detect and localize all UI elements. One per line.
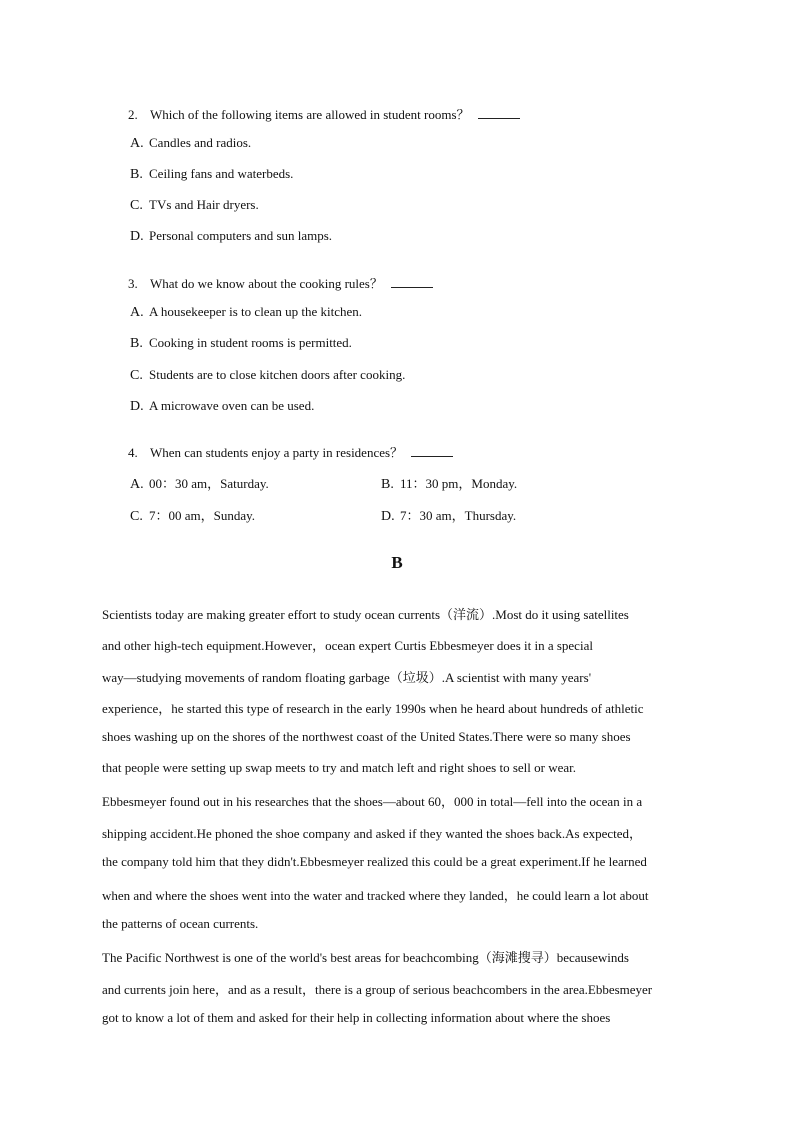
question-2-option-a: A. Candles and radios. bbox=[130, 135, 252, 151]
passage-line: way—studying movements of random floating garbage（垃圾）.A scientist with many years' bbox=[102, 670, 592, 685]
question-text: Which of the following items are allowed in student rooms？ bbox=[150, 107, 470, 122]
question-4-stem bbox=[128, 442, 453, 461]
question-number: 2. bbox=[128, 107, 138, 122]
question-2-option-c: C. TVs and Hair dryers. bbox=[130, 197, 259, 213]
question-2-option-d: D. Personal computers and sun lamps. bbox=[130, 228, 333, 244]
section-heading: B bbox=[391, 553, 403, 572]
passage-line: experience，he started this type of research in the early 1990s when he heard about hundreds of athletic bbox=[102, 701, 644, 716]
passage-line: the company told him that they didn't.Ebbesmeyer realized this could be a great experiment.If he learned bbox=[102, 854, 647, 869]
question-text: When can students enjoy a party in residences？ bbox=[150, 445, 404, 460]
passage-line: shoes washing up on the shores of the northwest coast of the United States.There were so many shoes bbox=[102, 729, 631, 744]
question-3-stem bbox=[128, 273, 433, 292]
answer-blank bbox=[411, 444, 453, 457]
answer-blank bbox=[391, 275, 433, 288]
passage-line: the patterns of ocean currents. bbox=[102, 916, 259, 931]
passage-line: shipping accident.He phoned the shoe company and asked if they wanted the shoes back.As expected， bbox=[102, 826, 643, 841]
question-3-option-a: A. A housekeeper is to clean up the kitchen. bbox=[130, 304, 362, 320]
question-3-option-c: C. Students are to close kitchen doors after cooking. bbox=[130, 367, 406, 383]
passage-line: The Pacific Northwest is one of the world's best areas for beachcombing（海滩搜寻）becausewinds bbox=[102, 950, 629, 965]
question-number: 3. bbox=[128, 276, 138, 291]
question-3-option-b: B. Cooking in student rooms is permitted. bbox=[130, 335, 352, 351]
question-3-option-d: D. A microwave oven can be used. bbox=[130, 398, 315, 414]
passage-line: Ebbesmeyer found out in his researches that the shoes—about 60，000 in total—fell into the ocean in a bbox=[102, 794, 643, 809]
question-4-option-b: B. 11：30 pm，Monday. bbox=[381, 476, 518, 492]
question-text: What do we know about the cooking rules？ bbox=[150, 276, 383, 291]
passage-line: when and where the shoes went into the water and tracked where they landed，he could learn a lot about bbox=[102, 888, 649, 903]
question-4-option-c: C. 7：00 am，Sunday. bbox=[130, 508, 256, 524]
question-2-stem bbox=[128, 104, 520, 123]
question-4-option-a: A. 00：30 am，Saturday. bbox=[130, 476, 269, 492]
question-2-option-b: B. Ceiling fans and waterbeds. bbox=[130, 166, 294, 182]
passage-line: got to know a lot of them and asked for their help in collecting information about where the shoes bbox=[102, 1010, 611, 1025]
passage-line: Scientists today are making greater effort to study ocean currents（洋流）.Most do it using satellites bbox=[102, 607, 629, 622]
question-4-option-d: D. 7：30 am，Thursday. bbox=[381, 508, 517, 524]
answer-blank bbox=[478, 106, 520, 119]
passage-line: that people were setting up swap meets to try and match left and right shoes to sell or wear. bbox=[102, 760, 577, 775]
passage-line: and other high-tech equipment.However，ocean expert Curtis Ebbesmeyer does it in a special bbox=[102, 638, 593, 653]
passage-line: and currents join here，and as a result，there is a group of serious beachcombers in the area.Ebbesmeyer bbox=[102, 982, 653, 997]
question-number: 4. bbox=[128, 445, 138, 460]
